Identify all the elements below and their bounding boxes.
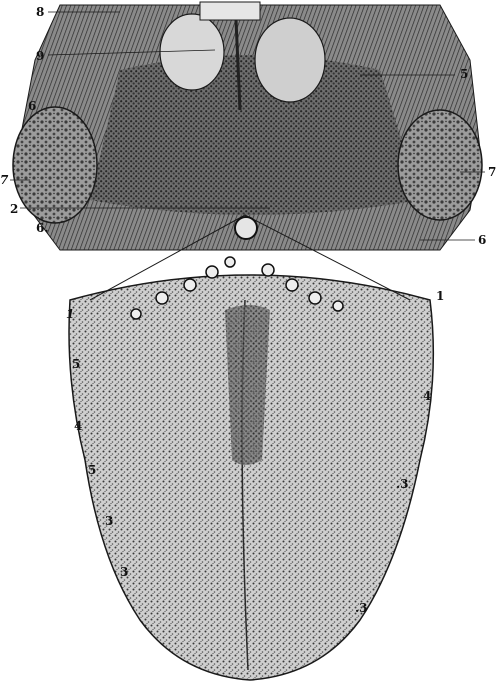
label-2: 2 [10, 202, 19, 216]
palatine-tonsil-left [13, 107, 97, 223]
label-5-left: 5 [72, 357, 81, 371]
label-3-left-b: 3 [120, 565, 129, 579]
label-1-right: 1 [436, 289, 445, 303]
label-3-right-a: .3 [396, 477, 409, 491]
label-6-right: 6 [478, 233, 487, 247]
label-1-left: 1 [66, 307, 75, 321]
label-3-left-a: 3 [105, 514, 114, 528]
label-3-right-b: .3 [355, 601, 368, 615]
palatine-tonsil-right [398, 110, 482, 220]
label-4-right: 4 [423, 389, 432, 403]
papilla-foramen [235, 217, 257, 239]
label-4-left: 4 [74, 419, 83, 433]
label-9: 9 [36, 49, 45, 63]
label-6-top: 6 [28, 99, 37, 113]
label-8: 8 [36, 5, 45, 19]
label-7-right: 7 [488, 165, 497, 179]
label-5-low: 5 [88, 463, 97, 477]
label-7-left: 7 [0, 173, 9, 187]
label-6-mid: 6. [36, 221, 49, 235]
label-5-right: 5 [460, 67, 469, 81]
tongue-body [69, 275, 433, 680]
